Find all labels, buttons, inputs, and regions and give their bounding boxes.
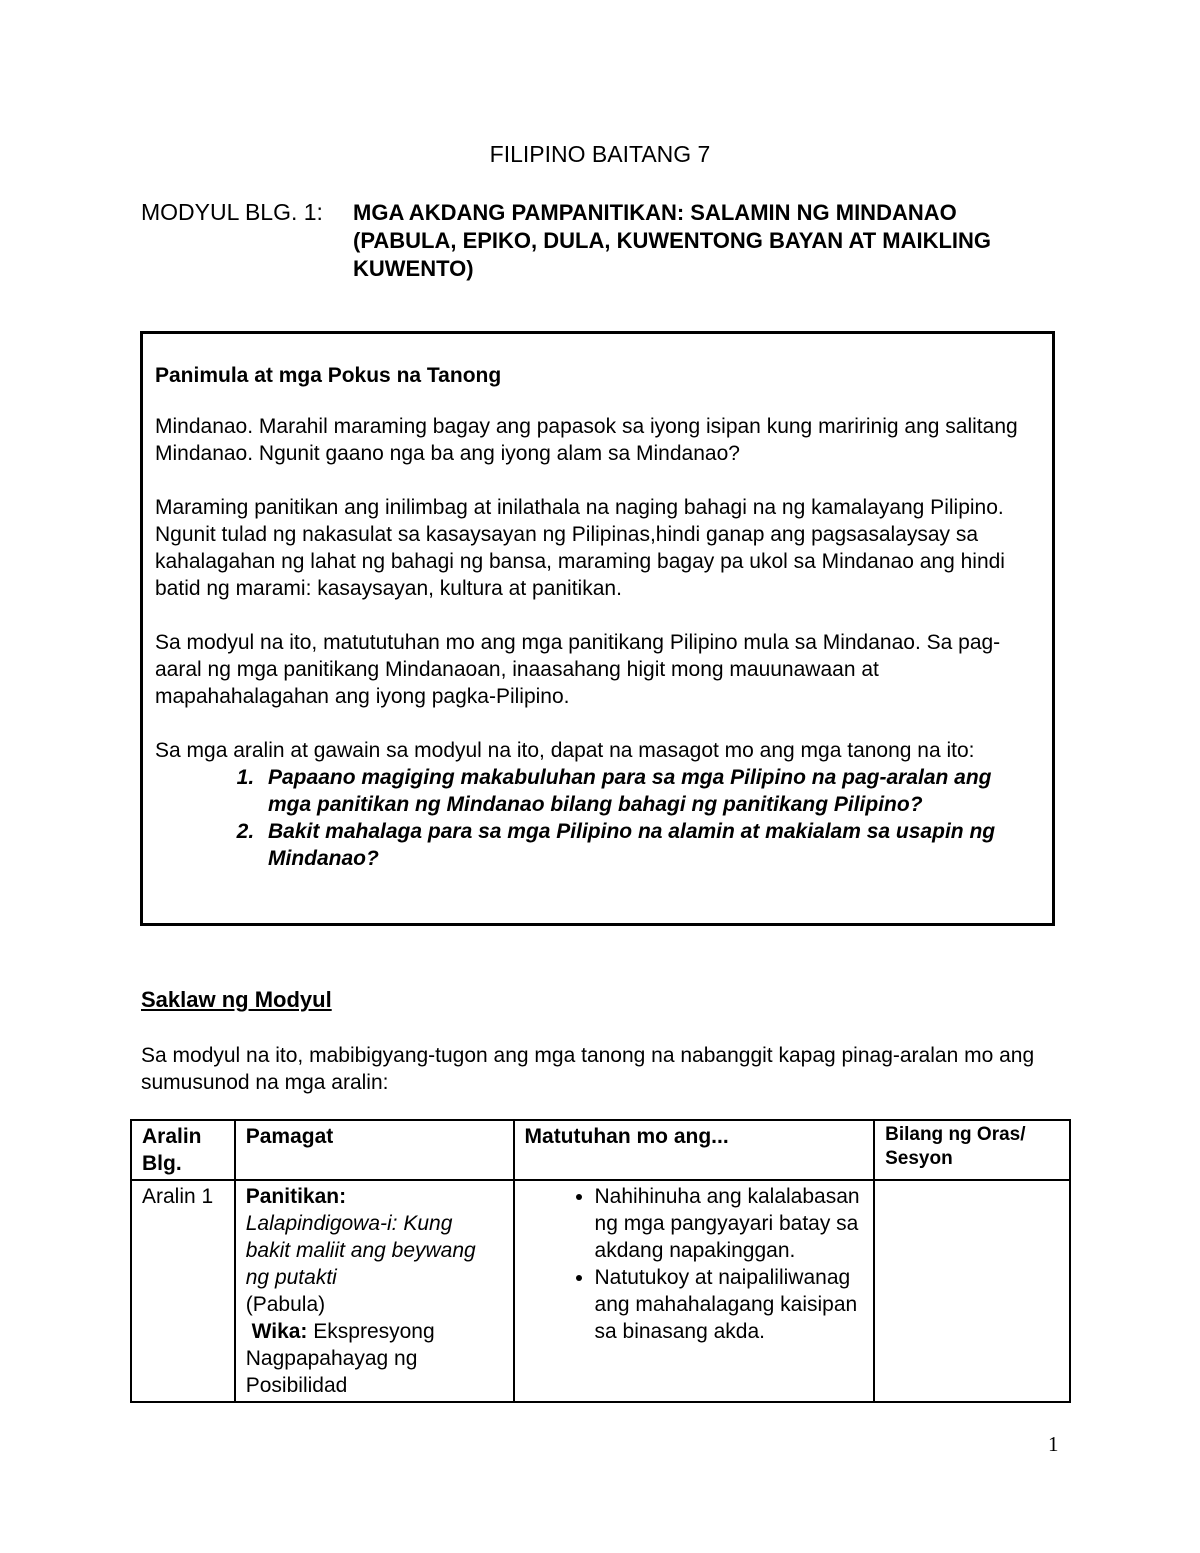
learning-goals-list [525,1183,864,1345]
table-row [131,1180,1070,1402]
header-pamagat: Pamagat [235,1120,514,1180]
learning-goal-1: • Nahihinuha ang kalalabasan ng mga pangyayari batay sa akdang napakinggan. [595,1183,864,1264]
focus-question-1: 1. Papaano magiging makabuluhan para sa mga Pilipino na pag-aralan ang mga panitikan ng Mindanao bilang bahagi ng panitikang Pilipino? [260,764,1040,818]
header-bilang-oras: Bilang ng Oras/ Sesyon [874,1120,1070,1180]
learning-goal-2: • Natutukoy at naipaliliwanag ang mahahalagang kaisipan sa binasang akda. [595,1264,864,1345]
module-title-line-2: (PABULA, EPIKO, DULA, KUWENTONG BAYAN AT MAIKLING [353,228,992,253]
scope-intro: Sa modyul na ito, mabibigyang-tugon ang mga tanong na nabanggit kapag pinag-aralan mo ang sumusunod na mga aralin: [141,1044,1035,1094]
focus-box-heading: Panimula at mga Pokus na Tanong [155,364,502,387]
focus-questions-box [140,331,1055,926]
cell-bilang-oras [874,1180,1070,1402]
page-number: 1 [1048,1432,1059,1456]
panitikan-title: Lalapindigowa-i: Kung bakit maliit ang beywang ng putakti [245,1212,476,1289]
module-title [353,199,1073,283]
intro-paragraph-4: Sa mga aralin at gawain sa modyul na ito, dapat na masagot mo ang mga tanong na ito: [155,739,975,762]
intro-paragraph-2: Maraming panitikan ang inilimbag at inilathala na naging bahagi na ng kamalayang Pilipino. Ngunit tulad ng nakasulat sa kasaysayan ng Pilipinas,hindi ganap ang pagsasalaysay sa kahalagahan ng lahat ng bahagi ng bansa, maraming bagay pa ukol sa Mindanao ang hindi batid ng marami: kasaysayan, kultura at panitikan. [155,496,1005,600]
focus-question-2: 2. Bakit mahalaga para sa mga Pilipino na alamin at makialam sa usapin ng Mindanao? [260,818,1040,872]
module-title-line-1: MGA AKDANG PAMPANITIKAN: SALAMIN NG MINDANAO [353,200,957,225]
intro-paragraph-1: Mindanao. Marahil maraming bagay ang papasok sa iyong isipan kung maririnig ang salitang Mindanao. Ngunit gaano nga ba ang iyong alam sa Mindanao? [155,415,1018,465]
header-aralin: Aralin Blg. [131,1120,235,1180]
intro-paragraph-3: Sa modyul na ito, matututuhan mo ang mga panitikang Pilipino mula sa Mindanao. Sa pag-aaral ng mga panitikang Mindanaoan, inaasahang higit mong mauunawaan at mapahahalagahan ang iyong pagka-Pilipino. [155,631,1001,708]
module-number-label: MODYUL BLG. 1: [141,199,323,225]
wika-text: Ekspresyong Nagpapahayag ng Posibilidad [245,1320,435,1397]
table-header-row [131,1120,1070,1180]
scope-heading: Saklaw ng Modyul [141,987,332,1012]
wika-label: Wika: [251,1320,308,1343]
module-title-line-3: KUWENTO) [353,256,474,281]
cell-pamagat [235,1180,514,1402]
cell-matutuhan [514,1180,875,1402]
document-title: FILIPINO BAITANG 7 [489,141,711,167]
focus-questions-list [155,764,1040,872]
lessons-table [130,1119,1071,1403]
panitikan-genre: (Pabula) [245,1293,326,1316]
header-matutuhan: Matutuhan mo ang... [514,1120,875,1180]
panitikan-label: Panitikan: [245,1185,347,1208]
cell-aralin: Aralin 1 [131,1180,235,1402]
